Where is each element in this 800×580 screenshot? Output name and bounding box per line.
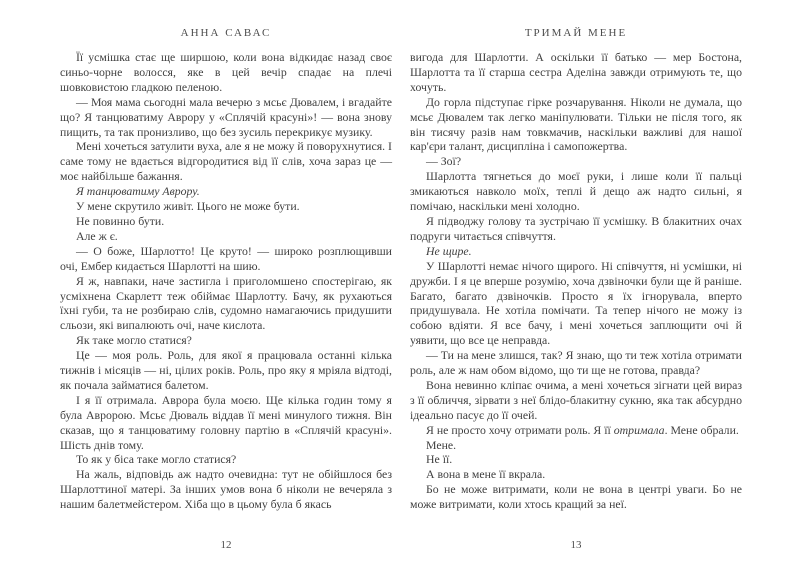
emphasis-text: Я танцюватиму Аврору.	[76, 184, 200, 199]
body-text: . Мене обрали.	[664, 422, 739, 437]
paragraph	[410, 244, 742, 259]
page-body-left	[60, 50, 392, 512]
body-text: Але ж є.	[76, 228, 118, 243]
paragraph	[60, 139, 392, 184]
page-number-right: 13	[570, 539, 582, 551]
paragraph	[60, 184, 392, 199]
paragraph	[410, 423, 742, 438]
body-text: Не її.	[426, 452, 453, 467]
paragraph	[410, 50, 742, 95]
paragraph	[60, 274, 392, 334]
paragraph	[410, 154, 742, 169]
paragraph	[60, 95, 392, 140]
running-header-author: АННА САВАС	[180, 27, 272, 39]
paragraph	[60, 229, 392, 244]
body-text: Бо не може витримати, коли не вона в центрі уваги. Бо не може витримати, коли хтось кращий за неї.	[410, 482, 742, 512]
paragraph	[410, 438, 742, 453]
paragraph	[410, 482, 742, 512]
body-text: Вона невинно кліпає очима, а мені хочеться зігнати цей вираз з її обличчя, зірвати з неї блідо-блакитну сукню, яка так абсурдно ідеально пасує до її очей.	[410, 377, 742, 422]
body-text: І я її отримала. Аврора була моєю. Ще кілька годин тому я була Авророю. Мсьє Дюваль віддав її мені минулого тижня. Він сказав, що я танцюватиму головну партію в «Сплячій красуні». Шість днів тому.	[60, 392, 392, 452]
paragraph	[410, 95, 742, 155]
paragraph	[60, 333, 392, 348]
running-header-title: ТРИМАЙ МЕНЕ	[524, 27, 628, 39]
body-text: То як у біса таке могло статися?	[76, 452, 237, 467]
body-text: Шарлотта тягнеться до моєї руки, і лише коли її пальці змикаються навколо моїх, теплі й дещо аж надто сильні, я помічаю, наскільки мені холодно.	[410, 169, 742, 214]
paragraph	[410, 169, 742, 214]
body-text: У Шарлотті немає нічого щирого. Ні співчуття, ні усмішки, ні дружби. І я це вперше розумію, хоча дзвіночки були ще й раніше. Багато, багато дзвіночків. Просто я їх ігнорувала, вперто придушувала. Не хотіла помічати. Та тепер нічого не можу із собою вдіяти. Я все бачу, і мені хочеться заплющити очі й уявити, що все це неправда.	[410, 258, 742, 348]
paragraph	[60, 452, 392, 467]
body-text: Не повинно бути.	[76, 213, 165, 228]
page-number-left: 12	[220, 539, 232, 551]
page-right	[400, 0, 800, 580]
emphasis-text: отримала	[613, 422, 665, 437]
paragraph	[60, 393, 392, 453]
body-text: — Зої?	[426, 154, 462, 169]
paragraph	[60, 214, 392, 229]
paragraph	[60, 199, 392, 214]
body-text: Я підводжу голову та зустрічаю її усмішку. В блакитних очах подруги читається співчуття.	[410, 213, 742, 243]
body-text: вигода для Шарлотти. А оскільки її батько — мер Бостона, Шарлотта та її старша сестра Аделіна завжди отримують те, що хочуть.	[410, 50, 742, 94]
paragraph	[60, 348, 392, 393]
body-text: Я ж, навпаки, наче застигла і приголомшено спостерігаю, як усміхнена Скарлетт теж обіймає Шарлотту. Бачу, як рухаються їхні губи, та не розбираю слів, судомно намагаючись придушити сльози, які випалюють очі, наче кислота.	[60, 273, 392, 333]
paragraph	[60, 467, 392, 512]
paragraph	[410, 467, 742, 482]
paragraph	[410, 452, 742, 467]
body-text: А вона в мене її вкрала.	[426, 467, 546, 482]
body-text: У мене скрутило живіт. Цього не може бути.	[76, 199, 300, 214]
paragraph	[60, 50, 392, 95]
body-text: Я не просто хочу отримати роль. Я її	[426, 422, 614, 437]
body-text: — Ти на мене злишся, так? Я знаю, що ти теж хотіла отримати роль, але ж нам обом відомо, що ти ще не готова, правда?	[410, 348, 742, 378]
body-text: Це — моя роль. Роль, для якої я працювала останні кілька тижнів і місяців — ні, цілих років. Роль, про яку я мріяла відтоді, як почала займатися балетом.	[60, 348, 392, 392]
paragraph	[410, 214, 742, 244]
paragraph	[410, 348, 742, 378]
body-text: Як таке могло статися?	[76, 333, 192, 348]
body-text: Мене.	[426, 437, 457, 452]
page-body-right	[410, 50, 742, 512]
body-text: До горла підступає гірке розчарування. Ніколи не думала, що мсьє Дювалем так легко маніпулювати. Тільки не після того, як він тисячу разів нам товкмачив, наскільки важливі для нашої кар'єри талант, дисципліна і самопожертва.	[410, 94, 742, 154]
paragraph	[60, 244, 392, 274]
paragraph	[410, 378, 742, 423]
paragraph	[410, 259, 742, 348]
body-text: На жаль, відповідь аж надто очевидна: тут не обійшлося без Шарлоттиної матері. За інших умов вона б ніколи не вечеряла з нашим балетмейстером. Хіба що в цьому була б якась	[60, 467, 392, 512]
body-text: Її усмішка стає ще ширшою, коли вона відкидає назад своє синьо-чорне волосся, яке в цей вечір спадає на плечі шовковистою гладкою пеленою.	[60, 50, 392, 94]
emphasis-text: Не щире.	[426, 243, 472, 258]
body-text: Мені хочеться затулити вуха, але я не можу й поворухнутися. І саме тому не вдається відгородитися від її слів, хоча зараз це — моє найбільше бажання.	[60, 139, 392, 184]
body-text: — Моя мама сьогодні мала вечерю з мсьє Дювалем, і вгадайте що? Я танцюватиму Аврору у «Сплячій красуні»! — вона знову пищить, та так пронизливо, що без зусиль перекрикує музику.	[60, 94, 392, 139]
body-text: — О боже, Шарлотто! Це круто! — широко розплющивши очі, Ембер кидається Шарлотті на шию.	[60, 243, 392, 273]
